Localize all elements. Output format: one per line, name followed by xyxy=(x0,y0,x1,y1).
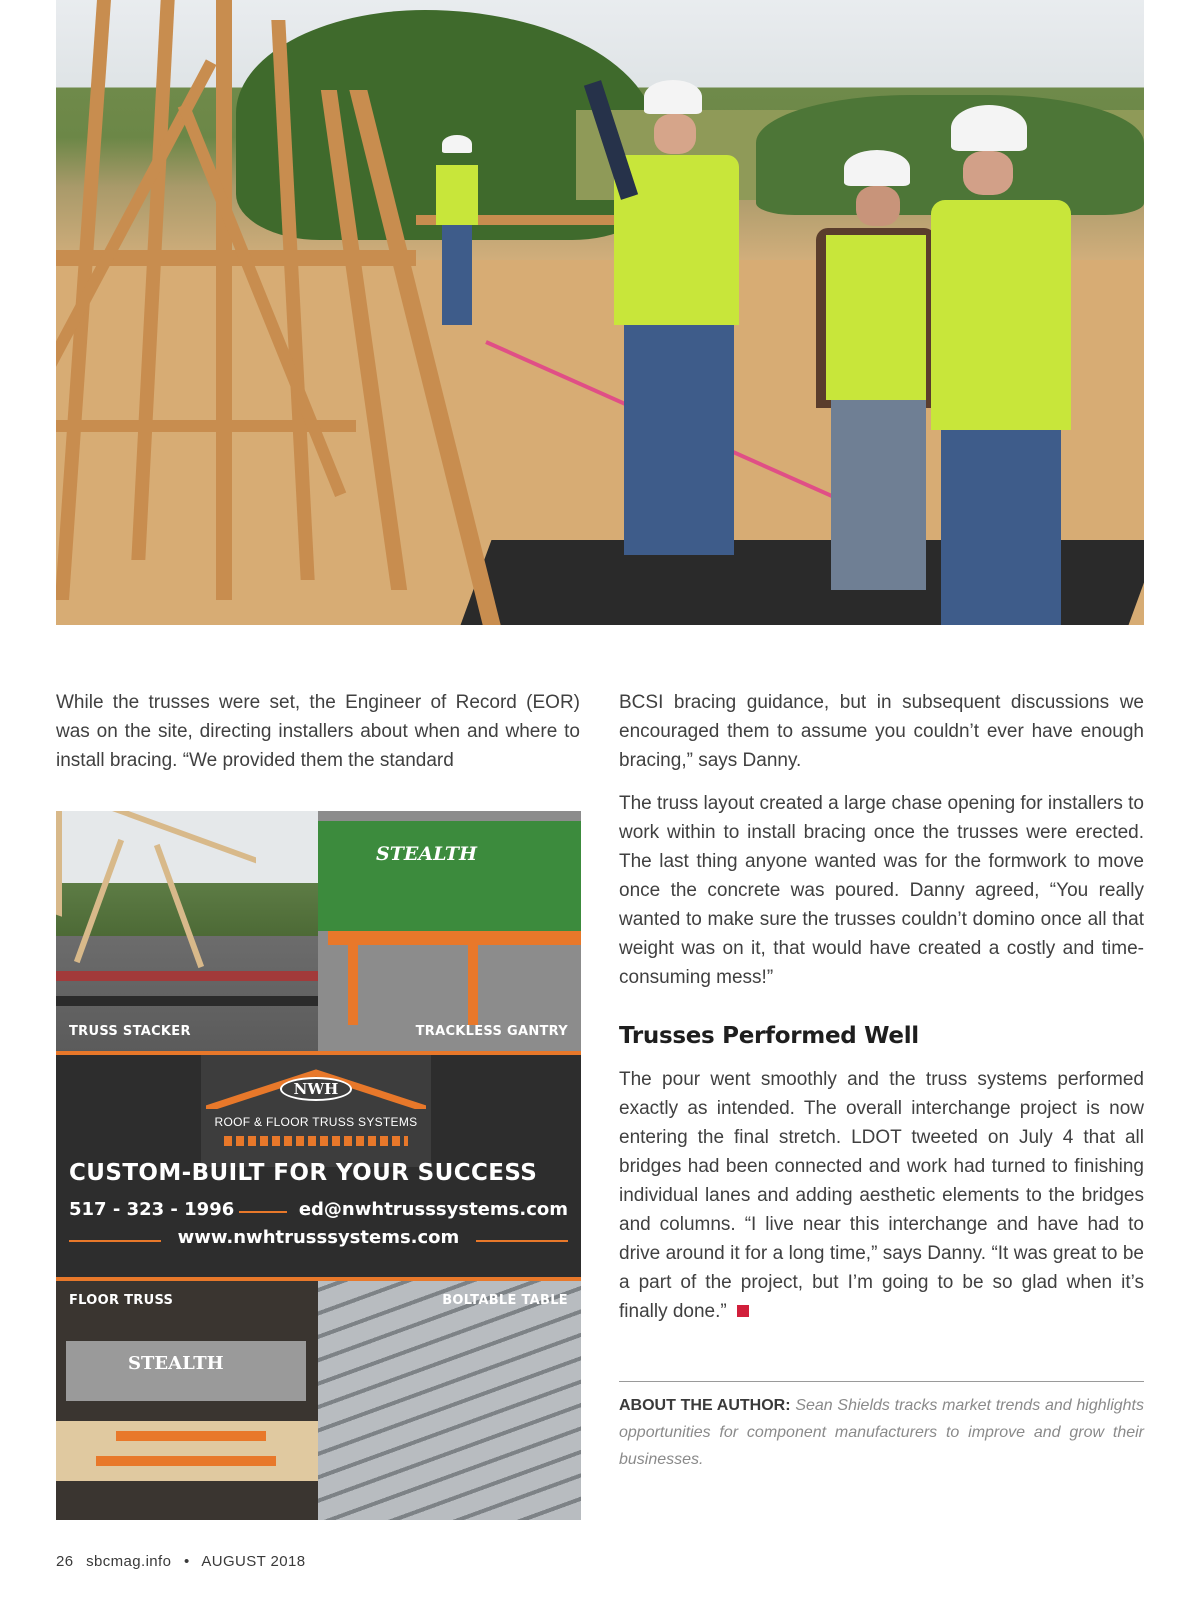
footer-site[interactable]: sbcmag.info xyxy=(86,1553,172,1570)
about-the-author xyxy=(619,1381,1144,1473)
tree-line-right xyxy=(756,95,1144,215)
hero-photo xyxy=(56,0,1144,625)
floor-truss-label: FLOOR TRUSS xyxy=(69,1293,174,1308)
truss-member xyxy=(216,0,232,600)
stealth-brand-text: STEALTH xyxy=(376,843,477,865)
truss-stacker-photo xyxy=(56,811,318,1051)
body-paragraph xyxy=(619,1065,1144,1326)
right-column xyxy=(619,688,1144,1340)
nwh-advertisement[interactable] xyxy=(56,811,581,1520)
stealth-brand-text: STEALTH xyxy=(128,1353,224,1374)
floor-truss-photo xyxy=(56,1281,318,1520)
ad-phone[interactable]: 517 - 323 - 1996 xyxy=(69,1199,235,1220)
trackless-gantry-label: TRACKLESS GANTRY xyxy=(415,1024,568,1039)
trackless-gantry-photo xyxy=(318,811,581,1051)
ad-email[interactable]: ed@nwhtrusssystems.com xyxy=(298,1199,568,1220)
body-paragraph: While the trusses were set, the Engineer of Record (EOR) was on the site, directing installers about when and where to install bracing. “We provided them the standard xyxy=(56,692,580,771)
truss-stacker-label: TRUSS STACKER xyxy=(69,1024,191,1039)
left-column xyxy=(56,688,580,789)
ad-slogan: CUSTOM-BUILT FOR YOUR SUCCESS xyxy=(69,1160,538,1186)
end-of-article-icon xyxy=(737,1305,749,1317)
body-paragraph: The truss layout created a large chase opening for installers to work within to install bracing once the trusses were erected. The last thing anyone wanted was for the formwork to move once the concrete was poured. Danny agreed, “You really wanted to make sure the trusses couldn’t domino once all that weight was on it, that would have created a costly and time-consuming mess!” xyxy=(619,793,1144,988)
body-paragraph: BCSI bracing guidance, but in subsequent discussions we encouraged them to assume you couldn’t ever have enough bracing,” says Danny. xyxy=(619,692,1144,771)
footer-issue: AUGUST 2018 xyxy=(201,1553,306,1570)
boltable-table-photo xyxy=(318,1281,581,1520)
truss-pattern-icon xyxy=(224,1136,408,1146)
nwh-logo-text: NWH xyxy=(280,1077,352,1101)
author-label: ABOUT THE AUTHOR: xyxy=(619,1397,791,1414)
ad-rule xyxy=(239,1211,287,1213)
footer-separator: • xyxy=(183,1553,190,1570)
author-bio: Sean Shields tracks market trends and highlights opportunities for component manufacturers to improve and grow their businesses. xyxy=(619,1397,1144,1468)
section-heading: Trusses Performed Well xyxy=(619,1023,919,1049)
final-paragraph-text: The pour went smoothly and the truss systems performed exactly as intended. The overall interchange project is now entering the final stretch. LDOT tweeted on July 4 that all bridges had been connected and work had turned to finishing individual lanes and adding aesthetic elements to the bridges and columns. “I live near this interchange and have had to drive around it for a long time,” says Danny. “It was great to be a part of the project, but I’m going to be so glad when it’s finally done.” xyxy=(619,1069,1144,1322)
page-footer xyxy=(56,1553,314,1570)
ad-rule xyxy=(476,1240,568,1242)
boltable-table-label: BOLTABLE TABLE xyxy=(442,1293,568,1308)
logo-subtitle: ROOF & FLOOR TRUSS SYSTEMS xyxy=(214,1115,418,1129)
ad-website[interactable]: www.nwhtrusssystems.com xyxy=(177,1227,460,1248)
page-number: 26 xyxy=(56,1553,74,1570)
